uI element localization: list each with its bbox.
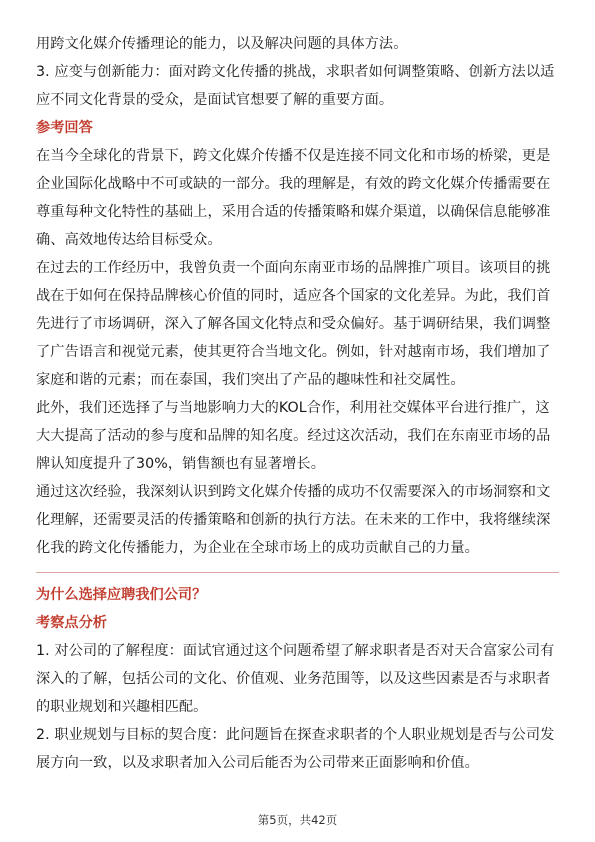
reference-paragraph-3: 此外，我们还选择了与当地影响力大的KOL合作，利用社交媒体平台进行推广，这大大提高了活动的参与度和品牌的知名度。经过这次活动，我们在东南亚市场的品牌认知度提升了30%，销售额也有显著增长。 xyxy=(36,400,551,472)
reference-paragraph-1: 在当今全球化的背景下，跨文化媒介传播不仅是连接不同文化和市场的桥梁，更是企业国际化战略中不可或缺的一部分。我的理解是，有效的跨文化媒介传播需要在尊重每种文化特性的基础上，采用合适的传播策略和媒介渠道，以确保信息能够准确、高效地传达给目标受众。 xyxy=(36,148,551,248)
intro-line-2: 3. 应变与创新能力：面对跨文化传播的挑战，求职者如何调整策略、创新方法以适应不同文化背景的受众，是面试官想要了解的重要方面。 xyxy=(36,64,555,108)
section-divider xyxy=(36,572,559,573)
intro-line-1: 用跨文化媒介传播理论的能力，以及解决问题的具体方法。 xyxy=(36,36,408,52)
reference-answer-heading: 参考回答 xyxy=(36,120,93,136)
reference-paragraph-4: 通过这次经验，我深刻认识到跨文化媒介传播的成功不仅需要深入的市场洞察和文化理解，还需要灵活的传播策略和创新的执行方法。在未来的工作中，我将继续深化我的跨文化传播能力，为企业在全球市场上的成功贡献自己的力量。 xyxy=(36,484,551,556)
question-heading: 为什么选择应聘我们公司？ xyxy=(36,587,207,603)
analysis-point-2: 2. 职业规划与目标的契合度：此问题旨在探查求职者的个人职业规划是否与公司发展方向一致，以及求职者加入公司后能否为公司带来正面影响和价值。 xyxy=(36,727,555,771)
reference-paragraph-2: 在过去的工作经历中，我曾负责一个面向东南亚市场的品牌推广项目。该项目的挑战在于如何在保持品牌核心价值的同时，适应各个国家的文化差异。为此，我们首先进行了市场调研，深入了解各国文化特点和受众偏好。基于调研结果，我们调整了广告语言和视觉元素，使其更符合当地文化。例如，针对越南市场，我们增加了家庭和谐的元素；而在泰国，我们突出了产品的趣味性和社交属性。 xyxy=(36,260,551,388)
page-number: 第5页，共42页 xyxy=(257,813,338,827)
document-page xyxy=(36,30,559,777)
analysis-point-1: 1. 对公司的了解程度：面试官通过这个问题希望了解求职者是否对天合富家公司有深入的了解，包括公司的文化、价值观、业务范围等，以及这些因素是否与求职者的职业规划和兴趣相匹配。 xyxy=(36,643,555,715)
analysis-heading: 考察点分析 xyxy=(36,615,107,631)
